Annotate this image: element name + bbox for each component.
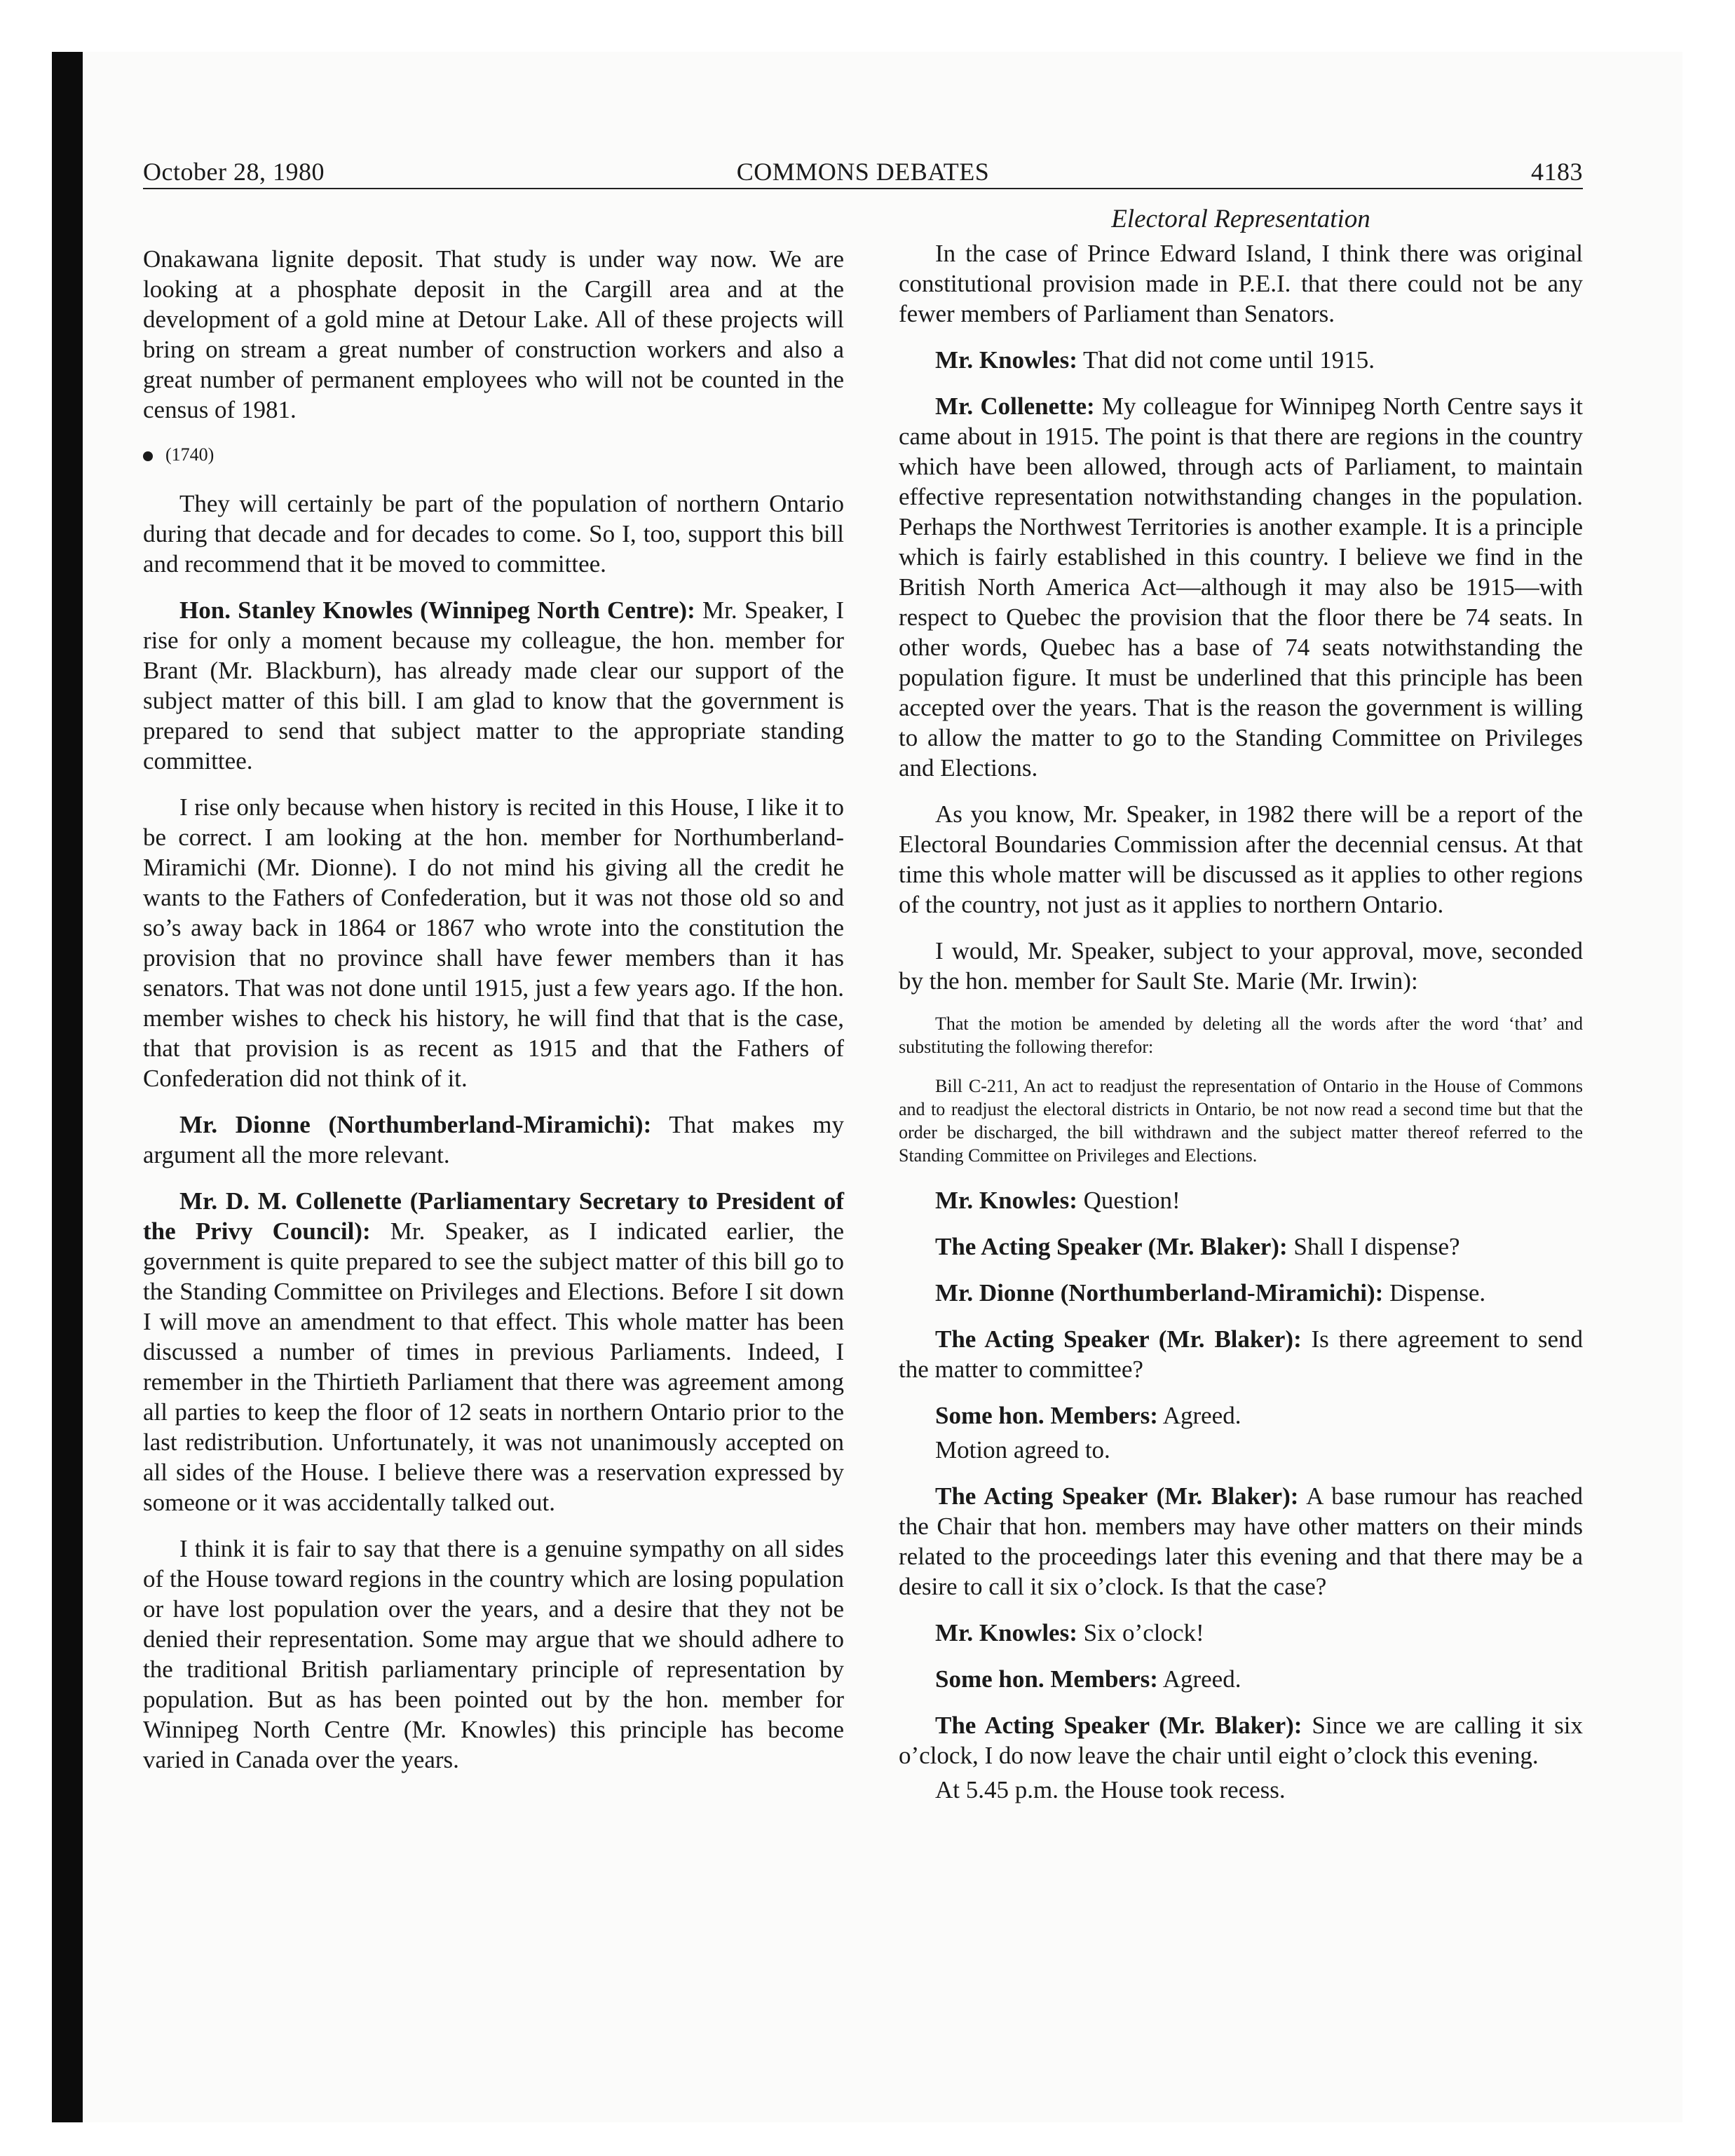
right-paragraph-12 <box>899 1481 1583 1602</box>
right-column <box>899 203 1583 1821</box>
speech-text: My colleague for Winnipeg North Centre says it came about in 1915. The point is that there are regions in the country which have been allowed, through acts of Parliament, to maintain effective representation notwithstanding changes in the population. Perhaps the Northwest Territories is another example. It is a principle which is fairly established in this country. I believe we find in the British North America Act—although it may also be 1915—with respect to Quebec the provision that the floor there be 74 seats. In other words, Quebec has a base of 74 seats notwithstanding the population figure. It must be underlined that this principle has been accepted over the years. That is the reason the government is willing to allow the matter to go to the Standing Committee on Privileges and Elections. <box>899 393 1583 782</box>
right-paragraph-14 <box>899 1664 1583 1694</box>
right-paragraph-2 <box>899 345 1583 375</box>
right-paragraph-8 <box>899 1278 1583 1308</box>
right-paragraph-3 <box>899 391 1583 783</box>
page-header <box>143 156 1583 189</box>
left-paragraph-4: I rise only because when history is recited in this House, I like it to be correct. I am looking at the hon. member for Northumberland-Miramichi (Mr. Dionne). I do not mind his giving all the credit he wants to the Fathers of Confederation, but it was not those old so and so’s away back in 1864 or 1867 who wrote into the constitution the provision that no province shall have fewer members than it has senators. That was not done until 1915, just a few years ago. If the hon. member wishes to check his history, he will find that that is the case, that that provision is as recent as 1915 and that the Fathers of Confederation did not think of it. <box>143 793 844 1092</box>
right-paragraph-5: I would, Mr. Speaker, subject to your approval, move, seconded by the hon. member for Sault Ste. Marie (Mr. Irwin): <box>899 937 1583 995</box>
right-paragraph-13 <box>899 1618 1583 1648</box>
speech-text: That did not come until 1915. <box>1077 346 1375 374</box>
left-column <box>143 244 844 1791</box>
speech-text: Mr. Speaker, as I indicated earlier, the government is quite prepared to see the subject matter of this bill go to the Standing Committee on Privileges and Elections. Before I sit down I will move an amendment to that effect. This whole matter has been discussed a number of times in previous Parliaments. Indeed, I remember in the Thirtieth Parliament that there was agreement among all parties to keep the floor of 12 seats in northern Ontario prior to the last redistribution. Unfortunately, it was not unanimously accepted on all sides of the House. I believe there was a reservation expressed by someone or it was accidentally talked out. <box>143 1217 844 1516</box>
speaker-name: Mr. D. M. Collenette (Parliamentary Secretary to President of the Privy Council): <box>143 1187 844 1245</box>
right-paragraph-15 <box>899 1710 1583 1770</box>
running-title: Electoral Representation <box>1111 205 1370 233</box>
speech-text: Dispense. <box>1383 1279 1486 1306</box>
speech-text: Question! <box>1077 1187 1181 1214</box>
scan-edge-strip <box>52 52 83 2122</box>
speaker-name: Mr. Dionne (Northumberland-Miramichi): <box>179 1111 652 1138</box>
speaker-name: Mr. Knowles: <box>935 1187 1077 1214</box>
bullet-icon <box>143 451 153 461</box>
header-title: COMMONS DEBATES <box>736 158 990 186</box>
speech-text: Six o’clock! <box>1077 1619 1204 1646</box>
speech-text: That makes my argument all the more relevant. <box>143 1111 844 1168</box>
left-paragraph-2: They will certainly be part of the population of northern Ontario during that decade and for decades to come. So I, too, support this bill and recommend that it be moved to committee. <box>143 490 844 578</box>
right-paragraph-1: In the case of Prince Edward Island, I think there was original constitutional provision made in P.E.I. that there could not be any fewer members of Parliament than Senators. <box>899 240 1583 327</box>
right-paragraph-9 <box>899 1324 1583 1384</box>
left-paragraph-6 <box>143 1186 844 1517</box>
speaker-name: Some hon. Members: <box>935 1665 1158 1693</box>
right-paragraph-11: Motion agreed to. <box>935 1436 1110 1464</box>
speech-text: A base rumour has reached the Chair that hon. members may have other matters on their minds related to the proceedings later this evening and that there may be a desire to call it six o’clock. Is that the case? <box>899 1482 1583 1600</box>
speech-text: Agreed. <box>1157 1665 1241 1693</box>
header-page-number: 4183 <box>1531 158 1583 186</box>
motion-quote-2: Bill C-211, An act to readjust the representation of Ontario in the House of Commons and to readjust the electoral districts in Ontario, be not now read a second time but that the order be discharged, the bill withdrawn and the subject matter thereof referred to the Standing Committee on Privileges and Elections. <box>899 1076 1583 1166</box>
speech-text: Shall I dispense? <box>1287 1233 1460 1260</box>
speaker-name: Mr. Knowles: <box>935 346 1077 374</box>
right-paragraph-10 <box>899 1400 1583 1431</box>
speaker-name: The Acting Speaker (Mr. Blaker): <box>935 1712 1302 1739</box>
speaker-name: Some hon. Members: <box>935 1402 1158 1429</box>
right-paragraph-7 <box>899 1231 1583 1262</box>
speech-text: Mr. Speaker, I rise for only a moment because my colleague, the hon. member for Brant (Mr. Blackburn), has already made clear our support of the subject matter of this bill. I am glad to know that the government is prepared to send that subject matter to the appropriate standing committee. <box>143 596 845 775</box>
left-paragraph-1: Onakawana lignite deposit. That study is under way now. We are looking at a phosphate deposit in the Cargill area and at the development of a gold mine at Detour Lake. All of these projects will bring on stream a great number of construction workers and also a great number of permanent employees who will not be counted in the census of 1981. <box>143 245 844 423</box>
speech-text: Is there agreement to send the matter to committee? <box>899 1325 1583 1383</box>
speech-text: Since we are calling it six o’clock, I do now leave the chair until eight o’clock this evening. <box>899 1712 1583 1769</box>
speaker-name: Mr. Dionne (Northumberland-Miramichi): <box>935 1279 1384 1306</box>
right-paragraph-4: As you know, Mr. Speaker, in 1982 there will be a report of the Electoral Boundaries Commission after the decennial census. At that time this whole matter will be discussed as it applies to other regions of the country, not just as it applies to northern Ontario. <box>899 800 1583 918</box>
left-paragraph-5 <box>143 1110 844 1170</box>
speaker-name: Mr. Knowles: <box>935 1619 1077 1646</box>
header-date: October 28, 1980 <box>143 158 325 186</box>
left-paragraph-7: I think it is fair to say that there is a genuine sympathy on all sides of the House toward regions in the country which are losing population or have lost population over the years, and a desire that they not be denied their representation. Some may argue that we should adhere to the traditional British parliamentary principle of representation by population. But as has been pointed out by the hon. member for Winnipeg North Centre (Mr. Knowles) this principle has become varied in Canada over the years. <box>143 1535 844 1773</box>
time-marker-text: (1740) <box>165 444 215 465</box>
motion-quote-1: That the motion be amended by deleting all the words after the word ‘that’ and substituting the following therefor: <box>899 1014 1583 1057</box>
speaker-name: Hon. Stanley Knowles (Winnipeg North Centre): <box>179 596 695 624</box>
speaker-name: Mr. Collenette: <box>935 393 1095 420</box>
left-paragraph-3 <box>143 595 844 776</box>
speaker-name: The Acting Speaker (Mr. Blaker): <box>935 1482 1299 1510</box>
right-paragraph-16: At 5.45 p.m. the House took recess. <box>935 1776 1286 1803</box>
right-paragraph-6 <box>899 1185 1583 1215</box>
speaker-name: The Acting Speaker (Mr. Blaker): <box>935 1233 1288 1260</box>
speech-text: Agreed. <box>1157 1402 1241 1429</box>
speaker-name: The Acting Speaker (Mr. Blaker): <box>935 1325 1302 1353</box>
time-marker <box>143 441 844 469</box>
